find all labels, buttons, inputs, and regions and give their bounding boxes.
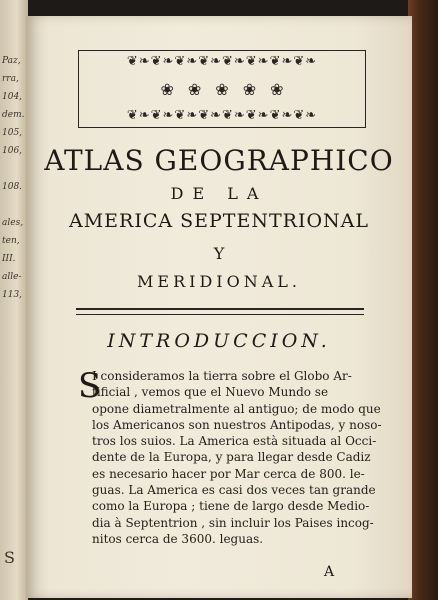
left-page-fragment: ten, xyxy=(2,236,20,246)
flower-icon: ❀ xyxy=(187,79,202,99)
left-page-fragment: ales, xyxy=(2,218,24,228)
decorative-headpiece xyxy=(78,50,366,128)
book-spine xyxy=(408,0,438,600)
left-page-fragment: alle- xyxy=(2,272,22,282)
left-page-fragment: III. xyxy=(2,254,16,264)
title-line-4: Y xyxy=(213,244,225,263)
divider-rule xyxy=(76,308,364,310)
book-page xyxy=(26,16,412,598)
text-line: los Americanos son nuestros Antipodas, y noso- xyxy=(92,417,382,432)
text-line: I consideramos la tierra sobre el Globo Ar- xyxy=(92,369,352,383)
flower-icon: ❀ xyxy=(160,79,174,99)
text-line: es necesario hacer por Mar cerca de 800. le- xyxy=(92,466,365,481)
signature-mark: A xyxy=(324,564,335,580)
left-page-fragment: Paz, xyxy=(2,56,21,66)
left-page-edge xyxy=(0,0,28,600)
left-page-fragment: 105, xyxy=(2,128,23,138)
body-paragraph xyxy=(92,368,382,547)
ornament-middle-row xyxy=(83,80,361,99)
text-line: guas. La America es casi dos veces tan grande xyxy=(92,483,376,498)
left-page-letter: S xyxy=(4,548,15,567)
text-line: tificial , vemos que el Nuevo Mundo se xyxy=(92,385,329,400)
drop-cap: S xyxy=(78,366,102,406)
flower-icon: ❀ xyxy=(242,79,257,99)
left-page-fragment: 108. xyxy=(2,182,23,192)
left-page-fragment: 104, xyxy=(2,92,23,102)
divider-rule-thin xyxy=(76,314,364,315)
title-line-2: DE LA xyxy=(170,184,268,203)
title-line-3: AMERICA SEPTENTRIONAL xyxy=(68,210,370,232)
text-line: dia à Septentrion , sin incluir los Paises incog- xyxy=(92,515,374,530)
text-line: nitos cerca de 3600. leguas. xyxy=(92,531,264,546)
title-line-5: MERIDIONAL. xyxy=(137,272,301,291)
flower-icon: ❀ xyxy=(215,79,229,99)
ornament-bottom-row: ❦❧❦❧❦❧❦❧❦❧❦❧❦❧❦❧ xyxy=(126,108,318,123)
text-line: opone diametralmente al antiguo; de modo que xyxy=(92,401,381,416)
left-page-fragment: 113, xyxy=(2,290,23,300)
left-page-fragment: dem. xyxy=(2,110,25,120)
text-line: tros los suios. La America està situada al Occi- xyxy=(92,434,377,449)
text-line: dente de la Europa, y para llegar desde Cadiz xyxy=(92,450,371,465)
left-page-fragment: rra, xyxy=(2,74,19,84)
title-line-1: ATLAS GEOGRAPHICO xyxy=(44,144,394,177)
section-heading: INTRODUCCION. xyxy=(107,330,331,352)
ornament-top-row: ❦❧❦❧❦❧❦❧❦❧❦❧❦❧❦❧ xyxy=(126,54,318,69)
text-line: como la Europa ; tiene de largo desde Medio- xyxy=(92,499,370,514)
flower-icon: ❀ xyxy=(270,79,284,99)
left-page-fragment: 106, xyxy=(2,146,23,156)
